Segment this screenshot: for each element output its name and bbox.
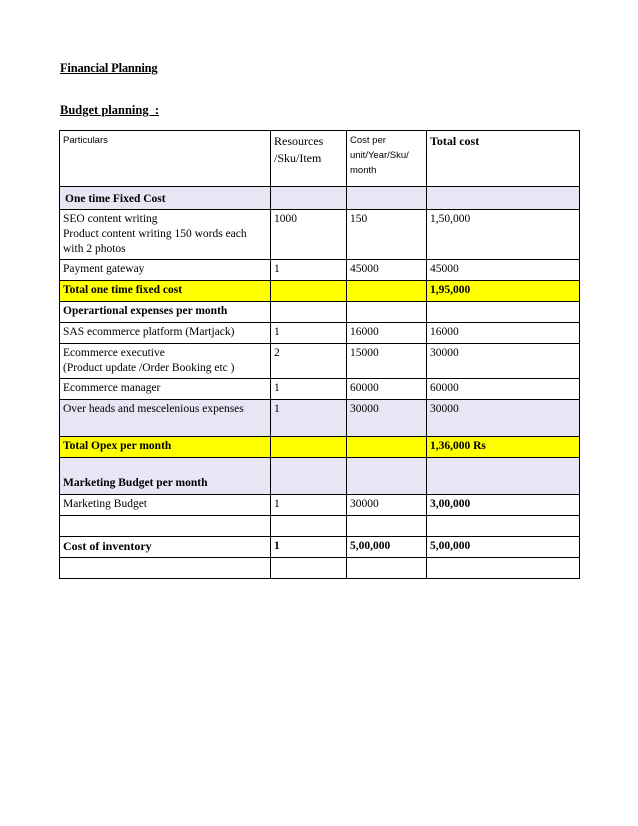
budget-table <box>59 130 580 579</box>
header-total-cost: Total cost <box>427 131 580 187</box>
table-row <box>60 344 580 379</box>
table-row <box>60 400 580 437</box>
table-row <box>60 260 580 281</box>
table-row <box>60 495 580 516</box>
row-cost: 30000 <box>347 400 427 437</box>
section-row-marketing <box>60 458 580 495</box>
page-title: Financial Planning <box>60 61 158 75</box>
total-value: 1,95,000 <box>427 281 580 302</box>
table-header-row <box>60 131 580 187</box>
section-title: Budget planning : <box>60 103 159 117</box>
total-row-opex <box>60 437 580 458</box>
row-resources: 1 <box>271 379 347 400</box>
row-resources: 1 <box>271 400 347 437</box>
row-cost: 150 <box>347 210 427 260</box>
inventory-row <box>60 537 580 558</box>
section-label: One time Fixed Cost <box>60 187 271 210</box>
total-row-one-time <box>60 281 580 302</box>
row-total: 30000 <box>427 344 580 379</box>
section-label: Operartional expenses per month <box>60 302 271 323</box>
row-total: 60000 <box>427 379 580 400</box>
row-total: 16000 <box>427 323 580 344</box>
row-cost: 15000 <box>347 344 427 379</box>
row-total: 1,50,000 <box>427 210 580 260</box>
row-total: 45000 <box>427 260 580 281</box>
row-label: Over heads and mescelenious expenses <box>60 400 271 437</box>
row-label: Cost of inventory <box>60 537 271 558</box>
row-cost: 30000 <box>347 495 427 516</box>
row-cost: 45000 <box>347 260 427 281</box>
row-label: SEO content writing Product content writing 150 words each with 2 photos <box>60 210 271 260</box>
empty-row <box>60 558 580 579</box>
row-resources: 1 <box>271 260 347 281</box>
table-row <box>60 323 580 344</box>
row-label: Ecommerce manager <box>60 379 271 400</box>
empty-row <box>60 516 580 537</box>
table-row <box>60 210 580 260</box>
row-cost: 60000 <box>347 379 427 400</box>
row-total: 5,00,000 <box>427 537 580 558</box>
row-resources: 1 <box>271 495 347 516</box>
row-total: 3,00,000 <box>427 495 580 516</box>
row-cost: 5,00,000 <box>347 537 427 558</box>
row-resources: 1 <box>271 323 347 344</box>
total-value: 1,36,000 Rs <box>427 437 580 458</box>
row-label: Payment gateway <box>60 260 271 281</box>
row-label: Marketing Budget <box>60 495 271 516</box>
row-cost: 16000 <box>347 323 427 344</box>
total-label: Total one time fixed cost <box>60 281 271 302</box>
section-row-one-time <box>60 187 580 210</box>
row-resources: 2 <box>271 344 347 379</box>
header-resources: Resources /Sku/Item <box>271 131 347 187</box>
row-total: 30000 <box>427 400 580 437</box>
total-label: Total Opex per month <box>60 437 271 458</box>
row-resources: 1000 <box>271 210 347 260</box>
row-label: SAS ecommerce platform (Martjack) <box>60 323 271 344</box>
section-row-opex <box>60 302 580 323</box>
row-resources: 1 <box>271 537 347 558</box>
header-cost-per-unit: Cost per unit/Year/Sku/ month <box>347 131 427 187</box>
header-particulars: Particulars <box>60 131 271 187</box>
section-label: Marketing Budget per month <box>60 458 271 495</box>
table-row <box>60 379 580 400</box>
row-label: Ecommerce executive (Product update /Order Booking etc ) <box>60 344 271 379</box>
